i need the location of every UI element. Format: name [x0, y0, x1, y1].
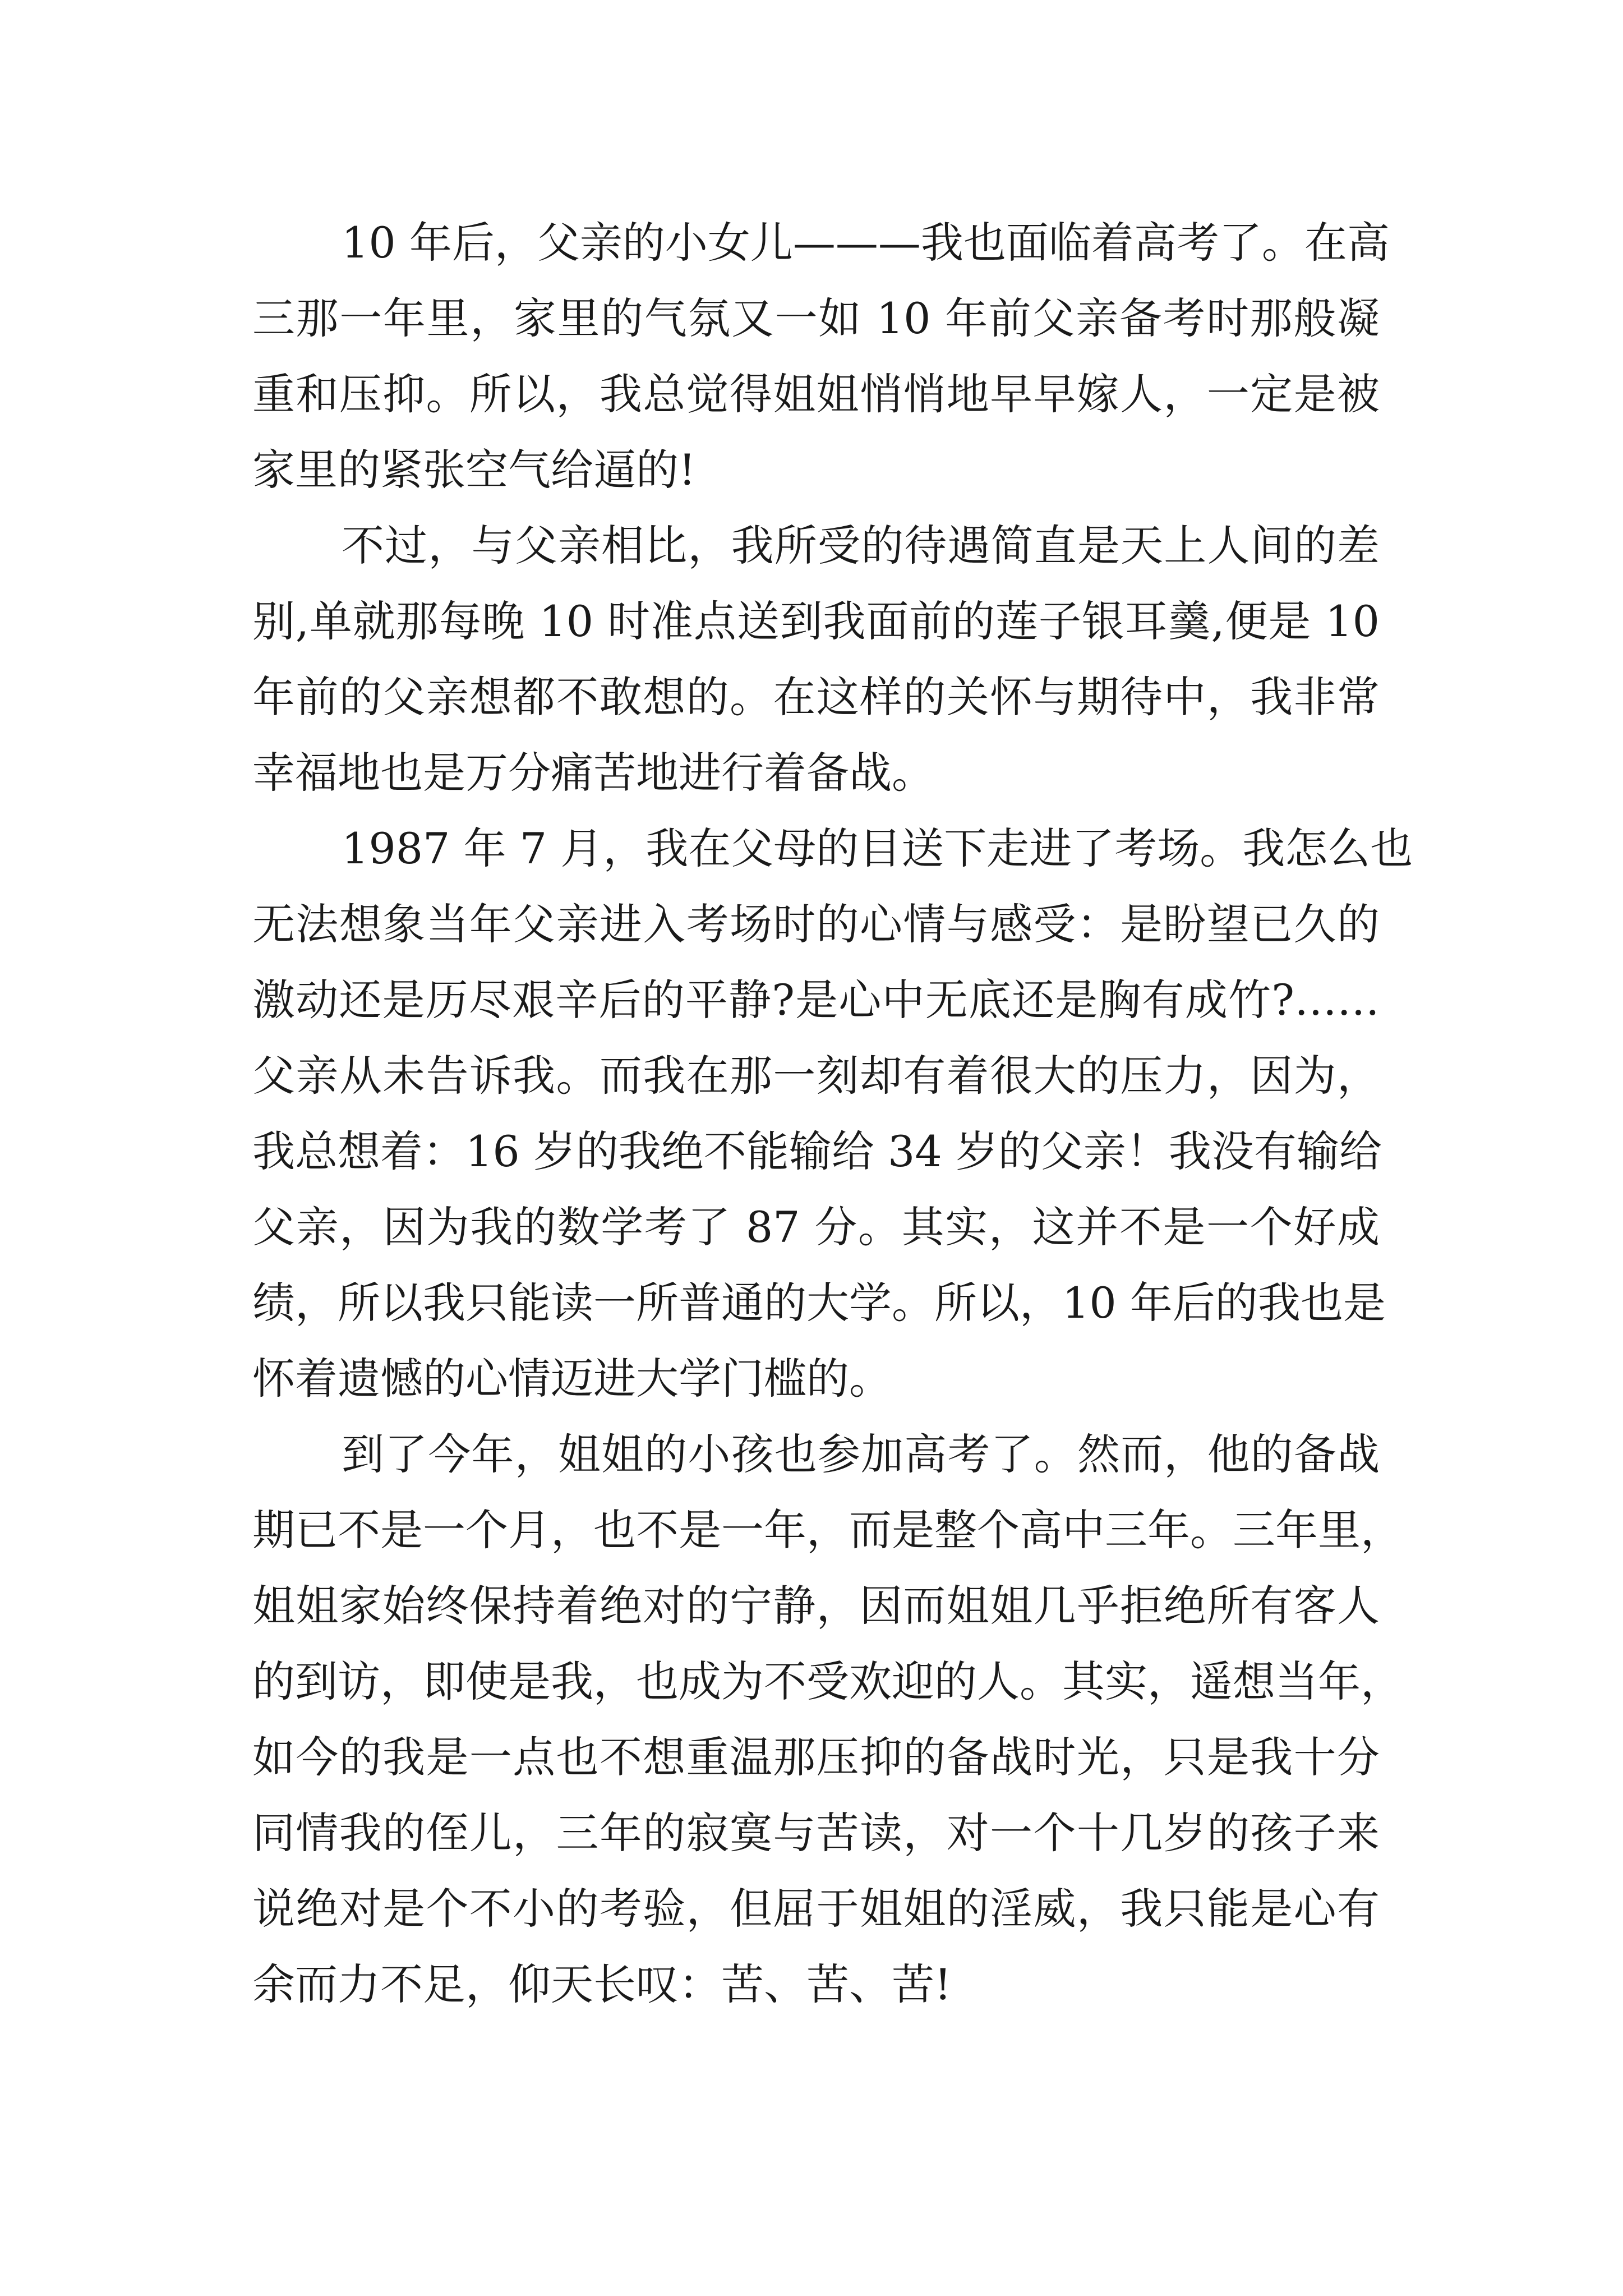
paragraph-line: 年前的父亲想都不敢想的。在这样的关怀与期待中，我非常 — [252, 672, 1380, 722]
paragraph-line: 三那一年里，家里的气氛又一如 10 年前父亲备考时那般凝 — [252, 293, 1380, 343]
paragraph-line: 到了今年，姐姐的小孩也参加高考了。然而，他的备战 — [342, 1429, 1380, 1479]
paragraph-line: 别,单就那每晚 10 时准点送到我面前的莲子银耳羹,便是 10 — [252, 596, 1380, 646]
paragraph-line: 重和压抑。所以，我总觉得姐姐悄悄地早早嫁人，一定是被 — [252, 369, 1380, 419]
paragraph-line: 的到访，即使是我，也成为不受欢迎的人。其实，遥想当年， — [252, 1657, 1403, 1706]
paragraph-line: 1987 年 7 月，我在父母的目送下走进了考场。我怎么也 — [342, 823, 1413, 873]
paragraph-line: 同情我的侄儿，三年的寂寞与苦读，对一个十几岁的孩子来 — [252, 1808, 1380, 1858]
paragraph-line: 激动还是历尽艰辛后的平静?是心中无底还是胸有成竹?…… — [252, 975, 1380, 1025]
paragraph-line: 父亲，因为我的数学考了 87 分。其实，这并不是一个好成 — [252, 1202, 1380, 1252]
paragraph-line: 不过，与父亲相比，我所受的待遇简直是天上人间的差 — [342, 521, 1380, 570]
paragraph-line: 幸福地也是万分痛苦地进行着备战。 — [252, 748, 934, 798]
paragraph-line: 家里的紧张空气给逼的! — [252, 445, 696, 495]
paragraph-line: 说绝对是个不小的考验，但屈于姐姐的淫威，我只能是心有 — [252, 1884, 1380, 1934]
paragraph-line: 绩，所以我只能读一所普通的大学。所以，10 年后的我也是 — [252, 1278, 1386, 1328]
paragraph-line: 我总想着：16 岁的我绝不能输给 34 岁的父亲！我没有输给 — [252, 1126, 1382, 1176]
paragraph-line: 如今的我是一点也不想重温那压抑的备战时光，只是我十分 — [252, 1732, 1380, 1782]
paragraph-line: 怀着遗憾的心情迈进大学门槛的。 — [252, 1354, 892, 1404]
paragraph-line: 姐姐家始终保持着绝对的宁静，因而姐姐几乎拒绝所有客人 — [252, 1581, 1380, 1631]
paragraph-line: 余而力不足，仰天长叹：苦、苦、苦! — [252, 1959, 952, 2009]
paragraph-line: 期已不是一个月，也不是一年，而是整个高中三年。三年里， — [252, 1505, 1403, 1555]
paragraph-line: 10 年后，父亲的小女儿———我也面临着高考了。在高 — [342, 218, 1390, 268]
paragraph-line: 无法想象当年父亲进入考场时的心情与感受：是盼望已久的 — [252, 899, 1380, 949]
paragraph-line: 父亲从未告诉我。而我在那一刻却有着很大的压力，因为， — [252, 1051, 1380, 1101]
